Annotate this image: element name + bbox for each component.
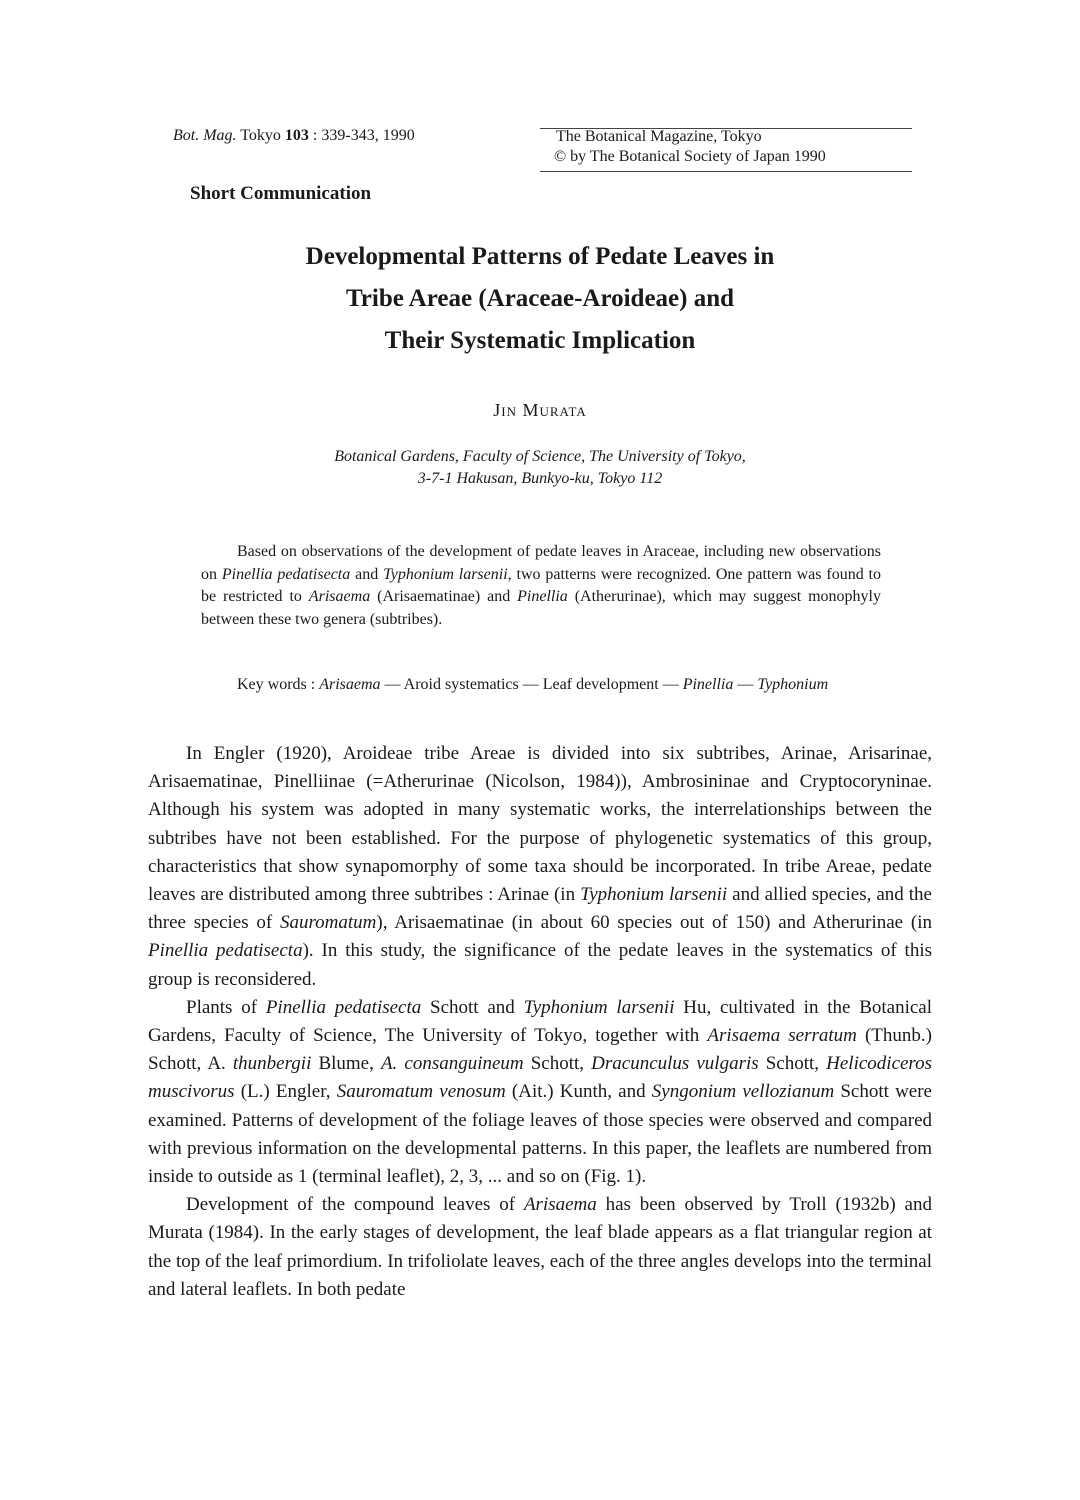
text-segment: ). In this study, the significance of the pedate leaves in the systematics of this group is reconsidered. <box>148 940 932 990</box>
section-label: Short Communication <box>190 183 372 204</box>
keywords <box>201 674 881 697</box>
text-segment: Schott, <box>758 1053 827 1075</box>
abstract-segment: Based on observations of the development of pedate leaves in Araceae, including new observations on <box>201 543 881 583</box>
text-segment: Plants of <box>186 996 266 1018</box>
species-name: Dracunculus vulgaris <box>591 1053 759 1075</box>
text-segment: (Thunb.) Schott, A. <box>148 1025 932 1075</box>
affiliation-line-2: 3-7-1 Hakusan, Bunkyo-ku, Tokyo 112 <box>417 470 663 487</box>
genus-name: Sauromatum <box>279 912 377 934</box>
body-paragraph-1 <box>148 740 932 994</box>
journal-city: Tokyo <box>236 127 285 144</box>
species-name: Typhonium larsenii <box>523 996 675 1018</box>
text-segment: In Engler (1920), Aroideae tribe Areae is divided into six subtribes, Arinae, Arisarinae, Arisaematinae, Pinelliinae (=Atherurinae (Nicolson, 1984)), Ambrosininae and Cryptocoryninae. Although his system was adopted in many systematic works, the interrelationships between the subtribes have not been established. For the purpose of phylogenetic systematics of this group, characteristics that show synapomorphy of some taxa should be incorporated. In tribe Areae, pedate leaves are distributed among three subtribes : Arinae (in <box>148 743 932 906</box>
text-segment: Schott and <box>421 996 524 1018</box>
keyword: Arisaema <box>319 676 381 693</box>
keyword-separator: — <box>733 676 758 693</box>
genus-name: Pinellia <box>517 588 568 605</box>
affiliation-line-1: Botanical Gardens, Faculty of Science, The University of Tokyo, <box>334 448 746 465</box>
keyword: Typhonium <box>757 676 829 693</box>
abstract <box>201 541 881 631</box>
keywords-label: Key words : <box>237 676 320 693</box>
text-segment: Schott were examined. Patterns of development of the foliage leaves of those species were observed and compared with previous information on the developmental patterns. In this paper, the leaflets are numbered from inside to outside as 1 (terminal leaflet), 2, 3, ... and so on (Fig. 1). <box>148 1081 932 1188</box>
body-paragraph-3 <box>148 1191 932 1304</box>
publisher-rule-bottom <box>540 171 912 172</box>
abstract-segment: (Atherurinae), which may suggest monophyly between these two genera (subtribes). <box>201 588 882 628</box>
journal-volume: 103 <box>284 127 309 144</box>
species-name: Syngonium vellozianum <box>651 1081 835 1103</box>
journal-name: Bot. Mag. <box>173 127 237 144</box>
species-name: Pinellia pedatisecta <box>221 565 351 583</box>
publisher-line-1: The Botanical Magazine, Tokyo <box>556 128 762 145</box>
title-line-2: Tribe Areae (Araceae-Aroideae) and <box>345 285 735 312</box>
text-segment: ), Arisaematinae (in about 60 species out of 150) and Atherurinae (in <box>376 912 932 934</box>
body-text <box>148 740 932 1304</box>
keyword-separator: — Aroid systematics — Leaf development — <box>380 676 683 693</box>
author-name: Jin Murata <box>493 400 587 420</box>
species-name: Typhonium larsenii <box>580 884 728 906</box>
genus-name: Arisaema <box>308 588 371 605</box>
text-segment: (L.) Engler, <box>234 1081 337 1103</box>
publisher-line-2: © by The Botanical Society of Japan 1990 <box>554 148 826 165</box>
title-line-1: Developmental Patterns of Pedate Leaves in <box>305 243 775 270</box>
abstract-text <box>201 541 881 631</box>
text-segment: has been observed by Troll (1932b) and Murata (1984). In the early stages of development, the leaf blade appears as a flat triangular region at the top of the leaf primordium. In trifoliolate leaves, each of the three angles develops into the terminal and lateral leaflets. In both pedate <box>148 1194 932 1300</box>
species-name: Typhonium larsenii <box>383 565 508 583</box>
species-name: A. consanguineum <box>380 1053 524 1075</box>
journal-citation <box>173 127 415 145</box>
abstract-segment: (Arisaematinae) and <box>370 588 518 605</box>
abstract-segment: and <box>350 565 384 583</box>
text-segment: Hu, cultivated in the Botanical Gardens, Faculty of Science, The University of Tokyo, together with <box>148 996 932 1047</box>
title-line-3: Their Systematic Implication <box>384 327 696 354</box>
species-name: Sauromatum venosum <box>336 1081 506 1103</box>
paper-title <box>140 236 940 362</box>
text-segment: Schott, <box>523 1053 592 1075</box>
species-name: Helicodiceros muscivorus <box>148 1053 933 1103</box>
text-segment: (Ait.) Kunth, and <box>505 1081 652 1103</box>
species-name: thunbergii <box>232 1053 312 1075</box>
author-affiliation <box>140 446 940 490</box>
keyword: Pinellia <box>682 676 734 693</box>
species-name: Pinellia pedatisecta <box>148 940 303 962</box>
genus-name: Arisaema <box>523 1194 597 1216</box>
journal-pages: : 339-343, 1990 <box>308 127 415 144</box>
species-name: Arisaema serratum <box>707 1025 857 1047</box>
text-segment: Development of the compound leaves of <box>186 1194 524 1216</box>
text-segment: Blume, <box>311 1053 381 1075</box>
abstract-segment: , two patterns were recognized. One pattern was found to be restricted to <box>201 565 882 605</box>
text-segment: and allied species, and the three species of <box>148 884 932 934</box>
body-paragraph-2 <box>148 994 932 1191</box>
species-name: Pinellia pedatisecta <box>265 996 422 1018</box>
